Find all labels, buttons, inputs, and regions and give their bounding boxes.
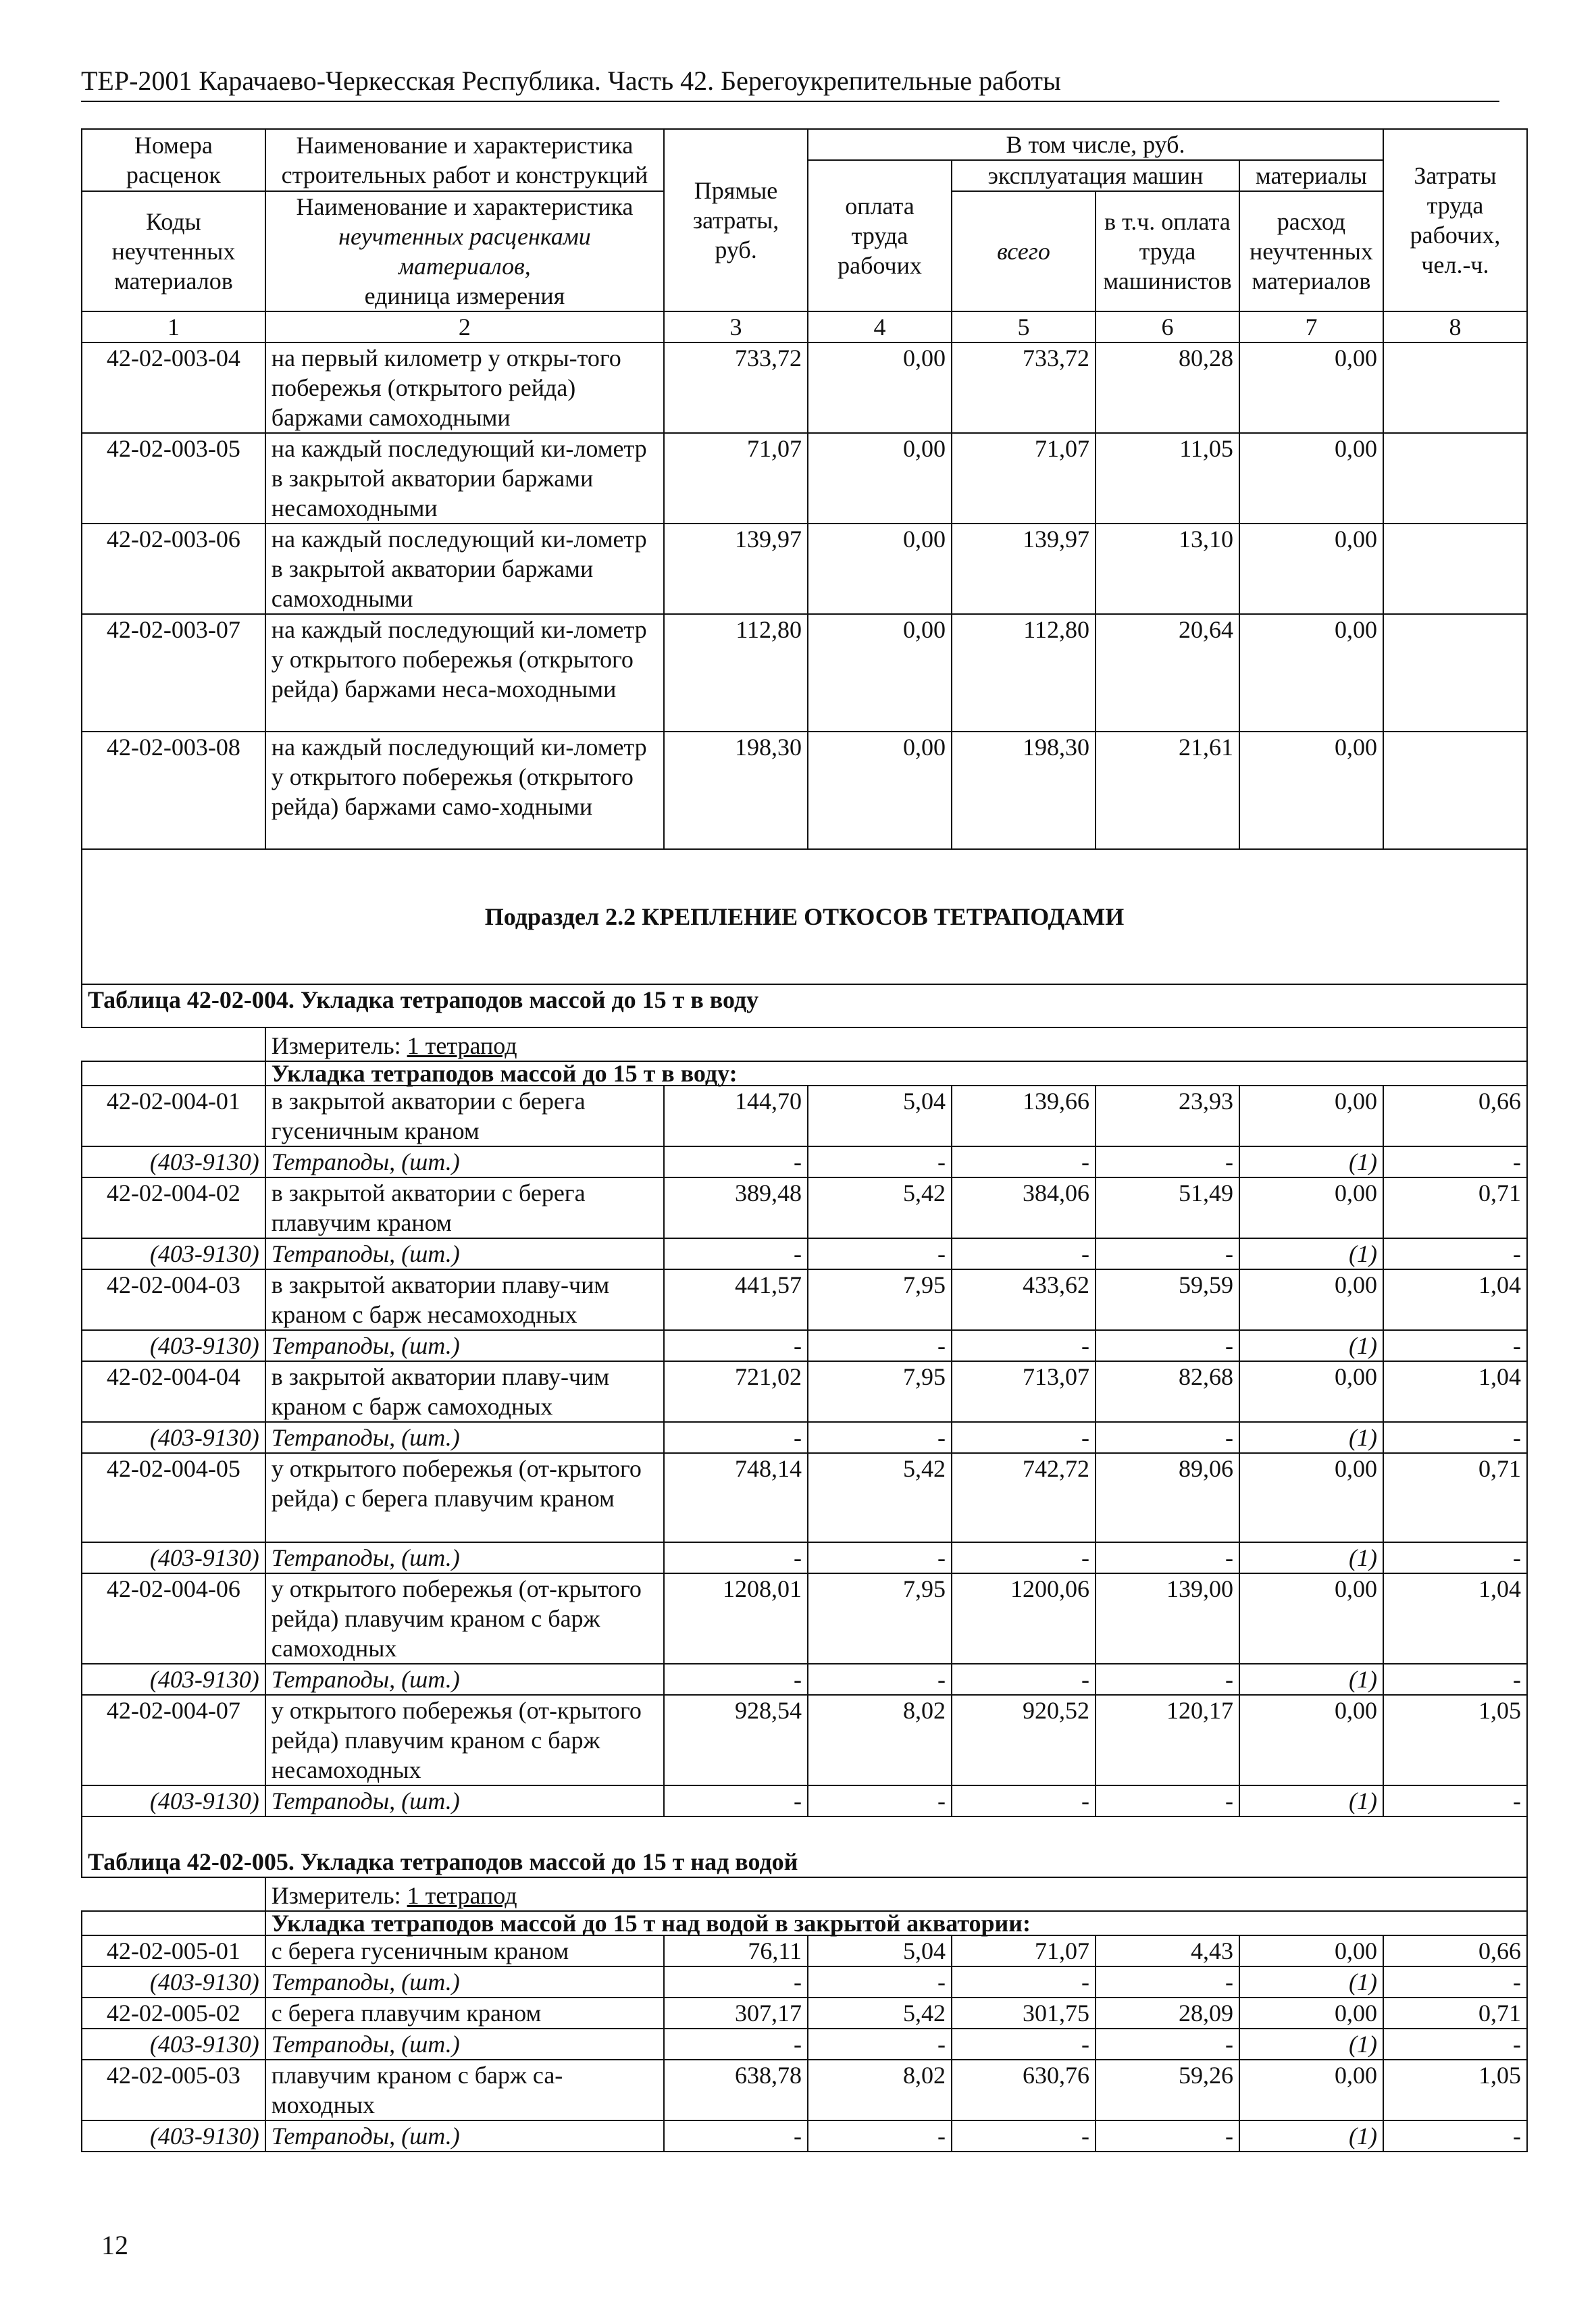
value-v6: 23,93 (1096, 1086, 1239, 1146)
value-v5: 713,07 (952, 1361, 1096, 1422)
col-number: 8 (1383, 311, 1527, 342)
value-v4: 8,02 (808, 1695, 952, 1785)
col-number: 4 (808, 311, 952, 342)
header-including: В том числе, руб. (808, 129, 1383, 160)
value-v4: 5,42 (808, 1998, 952, 2029)
material-quantity: (1) (1239, 1542, 1383, 1573)
col-number: 7 (1239, 311, 1383, 342)
value-v4: 5,04 (808, 1086, 952, 1146)
material-code: (403-9130) (82, 1785, 265, 1816)
material-row (82, 1422, 1527, 1453)
value-v7: 0,00 (1239, 342, 1383, 433)
empty-dash: - (1383, 1542, 1527, 1573)
table-caption: Таблица 42-02-005. Укладка тетраподов массой до 15 т над водой (82, 1816, 1527, 1877)
rate-description: у открытого побережья (от-крытого рейда) плавучим краном с барж самоходных (265, 1573, 664, 1664)
empty-dash: - (808, 1330, 952, 1361)
value-v7: 0,00 (1239, 614, 1383, 732)
material-code: (403-9130) (82, 1330, 265, 1361)
value-v3: 1208,01 (664, 1573, 808, 1664)
value-v3: 71,07 (664, 433, 808, 524)
rate-description: с берега плавучим краном (265, 1998, 664, 2029)
empty-dash: - (664, 1422, 808, 1453)
empty-dash: - (808, 1542, 952, 1573)
material-quantity: (1) (1239, 1422, 1383, 1453)
value-v6: 4,43 (1096, 1935, 1239, 1966)
value-v7: 0,00 (1239, 1086, 1383, 1146)
value-v7: 0,00 (1239, 1935, 1383, 1966)
rate-code: 42-02-004-07 (82, 1695, 265, 1785)
value-v8: 0,71 (1383, 1998, 1527, 2029)
empty-dash: - (664, 1664, 808, 1695)
spacer-cell (82, 1027, 265, 1061)
value-v5: 433,62 (952, 1269, 1096, 1330)
empty-dash: - (808, 1422, 952, 1453)
header-labor: Затраты труда рабочих, чел.-ч. (1383, 129, 1527, 311)
value-v4: 7,95 (808, 1361, 952, 1422)
material-quantity: (1) (1239, 1785, 1383, 1816)
value-v6: 21,61 (1096, 732, 1239, 849)
value-v6: 28,09 (1096, 1998, 1239, 2029)
value-v3: 139,97 (664, 524, 808, 614)
rate-code: 42-02-004-05 (82, 1453, 265, 1542)
group-title: Укладка тетраподов массой до 15 т над водой в закрытой акватории: (265, 1911, 1527, 1935)
value-v8: 0,66 (1383, 1935, 1527, 1966)
value-v6: 13,10 (1096, 524, 1239, 614)
table-row (82, 2060, 1527, 2120)
value-v6: 82,68 (1096, 1361, 1239, 1422)
rate-description: у открытого побережья (от-крытого рейда) с берега плавучим краном (265, 1453, 664, 1542)
measure-unit: Измеритель: 1 тетрапод (265, 1877, 1527, 1911)
value-v5: 1200,06 (952, 1573, 1096, 1664)
rate-description: в закрытой акватории плаву-чим краном с барж несамоходных (265, 1269, 664, 1330)
empty-dash: - (808, 1664, 952, 1695)
material-code: (403-9130) (82, 1146, 265, 1177)
value-v5: 384,06 (952, 1177, 1096, 1238)
spacer-cell (82, 1061, 265, 1086)
value-v5: 742,72 (952, 1453, 1096, 1542)
table-row (82, 1086, 1527, 1146)
value-v3: 441,57 (664, 1269, 808, 1330)
empty-dash: - (1096, 1422, 1239, 1453)
value-v5: 139,97 (952, 524, 1096, 614)
empty-dash: - (952, 2029, 1096, 2060)
value-v5: 920,52 (952, 1695, 1096, 1785)
empty-dash: - (1096, 1146, 1239, 1177)
material-row (82, 1664, 1527, 1695)
value-v8 (1383, 524, 1527, 614)
header-code-bottom: Коды неучтенных материалов (82, 191, 265, 311)
value-v6: 20,64 (1096, 614, 1239, 732)
rate-code: 42-02-003-05 (82, 433, 265, 524)
header-wage: оплата труда рабочих (808, 160, 952, 311)
value-v8: 1,05 (1383, 2060, 1527, 2120)
rate-code: 42-02-004-04 (82, 1361, 265, 1422)
value-v8 (1383, 433, 1527, 524)
table-row (82, 1695, 1527, 1785)
value-v7: 0,00 (1239, 1573, 1383, 1664)
col-number: 6 (1096, 311, 1239, 342)
value-v3: 198,30 (664, 732, 808, 849)
material-code: (403-9130) (82, 1422, 265, 1453)
empty-dash: - (664, 1966, 808, 1998)
value-v8: 1,05 (1383, 1695, 1527, 1785)
material-quantity: (1) (1239, 2029, 1383, 2060)
material-quantity: (1) (1239, 1330, 1383, 1361)
rate-description: на каждый последующий ки-лометр в закрытой акватории баржами несамоходными (265, 433, 664, 524)
empty-dash: - (952, 1542, 1096, 1573)
rate-code: 42-02-005-03 (82, 2060, 265, 2120)
header-machines: эксплуатация машин (952, 160, 1239, 191)
rate-code: 42-02-003-04 (82, 342, 265, 433)
table-row (82, 732, 1527, 849)
rate-description: в закрытой акватории с берега гусеничным краном (265, 1086, 664, 1146)
rate-description: с берега гусеничным краном (265, 1935, 664, 1966)
rate-description: в закрытой акватории плаву-чим краном с барж самоходных (265, 1361, 664, 1422)
value-v6: 120,17 (1096, 1695, 1239, 1785)
material-quantity: (1) (1239, 1664, 1383, 1695)
empty-dash: - (1096, 2120, 1239, 2152)
empty-dash: - (952, 1966, 1096, 1998)
empty-dash: - (952, 1664, 1096, 1695)
table-row (82, 1177, 1527, 1238)
table-row (82, 614, 1527, 732)
rates-table (81, 128, 1528, 2152)
rate-description: на первый километр у откры-того побережья (открытого рейда) баржами самоходными (265, 342, 664, 433)
value-v5: 630,76 (952, 2060, 1096, 2120)
material-code: (403-9130) (82, 1238, 265, 1269)
empty-dash: - (664, 2120, 808, 2152)
value-v4: 7,95 (808, 1573, 952, 1664)
empty-dash: - (1383, 1966, 1527, 1998)
page-number: 12 (101, 2230, 128, 2260)
value-v3: 76,11 (664, 1935, 808, 1966)
empty-dash: - (1096, 1664, 1239, 1695)
col-number: 2 (265, 311, 664, 342)
value-v5: 139,66 (952, 1086, 1096, 1146)
value-v6: 51,49 (1096, 1177, 1239, 1238)
value-v6: 89,06 (1096, 1453, 1239, 1542)
value-v7: 0,00 (1239, 1269, 1383, 1330)
empty-dash: - (952, 1422, 1096, 1453)
col-number: 3 (664, 311, 808, 342)
value-v3: 748,14 (664, 1453, 808, 1542)
empty-dash: - (1096, 1542, 1239, 1573)
table-row (82, 1935, 1527, 1966)
empty-dash: - (664, 1542, 808, 1573)
value-v4: 8,02 (808, 2060, 952, 2120)
value-v7: 0,00 (1239, 1361, 1383, 1422)
material-row (82, 1785, 1527, 1816)
empty-dash: - (664, 1238, 808, 1269)
value-v5: 71,07 (952, 433, 1096, 524)
table-row (82, 524, 1527, 614)
empty-dash: - (808, 1966, 952, 1998)
empty-dash: - (952, 1330, 1096, 1361)
empty-dash: - (1096, 2029, 1239, 2060)
empty-dash: - (1096, 1238, 1239, 1269)
empty-dash: - (952, 1785, 1096, 1816)
material-name: Тетраподы, (шт.) (265, 1330, 664, 1361)
value-v5: 733,72 (952, 342, 1096, 433)
material-code: (403-9130) (82, 1542, 265, 1573)
header-machinist-wage: в т.ч. оплата труда машинистов (1096, 191, 1239, 311)
rate-description: у открытого побережья (от-крытого рейда) плавучим краном с барж несамоходных (265, 1695, 664, 1785)
material-name: Тетраподы, (шт.) (265, 1146, 664, 1177)
material-row (82, 1238, 1527, 1269)
header-name-bottom: Наименование и характеристика неучтенных расценками материалов, единица измерения (265, 191, 664, 311)
col-number: 5 (952, 311, 1096, 342)
material-quantity: (1) (1239, 2120, 1383, 2152)
value-v4: 5,04 (808, 1935, 952, 1966)
empty-dash: - (808, 2120, 952, 2152)
value-v4: 0,00 (808, 732, 952, 849)
value-v5: 71,07 (952, 1935, 1096, 1966)
empty-dash: - (1383, 1238, 1527, 1269)
value-v4: 0,00 (808, 614, 952, 732)
rate-code: 42-02-003-08 (82, 732, 265, 849)
table-row (82, 1361, 1527, 1422)
value-v5: 198,30 (952, 732, 1096, 849)
material-row (82, 1542, 1527, 1573)
value-v3: 721,02 (664, 1361, 808, 1422)
table-row (82, 433, 1527, 524)
empty-dash: - (1383, 1785, 1527, 1816)
rate-code: 42-02-004-01 (82, 1086, 265, 1146)
value-v6: 59,59 (1096, 1269, 1239, 1330)
header-machines-total: всего (952, 191, 1096, 311)
value-v8: 1,04 (1383, 1269, 1527, 1330)
material-name: Тетраподы, (шт.) (265, 1664, 664, 1695)
empty-dash: - (1096, 1330, 1239, 1361)
material-quantity: (1) (1239, 1238, 1383, 1269)
material-row (82, 2120, 1527, 2152)
value-v8: 0,66 (1383, 1086, 1527, 1146)
header-material-consumption: расход неучтенных материалов (1239, 191, 1383, 311)
empty-dash: - (808, 2029, 952, 2060)
value-v6: 139,00 (1096, 1573, 1239, 1664)
rate-code: 42-02-003-07 (82, 614, 265, 732)
group-title: Укладка тетраподов массой до 15 т в воду: (265, 1061, 1527, 1086)
spacer-cell (82, 1877, 265, 1911)
rate-code: 42-02-003-06 (82, 524, 265, 614)
value-v3: 307,17 (664, 1998, 808, 2029)
material-row (82, 2029, 1527, 2060)
material-name: Тетраподы, (шт.) (265, 1238, 664, 1269)
material-name: Тетраподы, (шт.) (265, 1542, 664, 1573)
table-caption: Таблица 42-02-004. Укладка тетраподов массой до 15 т в воду (82, 984, 1527, 1027)
table-row (82, 1453, 1527, 1542)
value-v8: 1,04 (1383, 1573, 1527, 1664)
material-code: (403-9130) (82, 1664, 265, 1695)
value-v7: 0,00 (1239, 524, 1383, 614)
value-v8 (1383, 614, 1527, 732)
spacer-cell (82, 1911, 265, 1935)
header-materials: материалы (1239, 160, 1383, 191)
empty-dash: - (808, 1146, 952, 1177)
rate-code: 42-02-004-03 (82, 1269, 265, 1330)
value-v6: 59,26 (1096, 2060, 1239, 2120)
value-v7: 0,00 (1239, 1695, 1383, 1785)
value-v8 (1383, 732, 1527, 849)
empty-dash: - (1096, 1966, 1239, 1998)
rate-code: 42-02-005-02 (82, 1998, 265, 2029)
material-code: (403-9130) (82, 1966, 265, 1998)
value-v4: 5,42 (808, 1177, 952, 1238)
material-name: Тетраподы, (шт.) (265, 1785, 664, 1816)
col-number: 1 (82, 311, 265, 342)
empty-dash: - (1383, 1330, 1527, 1361)
value-v8: 1,04 (1383, 1361, 1527, 1422)
empty-dash: - (952, 2120, 1096, 2152)
empty-dash: - (664, 1330, 808, 1361)
value-v3: 389,48 (664, 1177, 808, 1238)
rate-code: 42-02-004-02 (82, 1177, 265, 1238)
empty-dash: - (952, 1146, 1096, 1177)
value-v4: 7,95 (808, 1269, 952, 1330)
value-v8: 0,71 (1383, 1453, 1527, 1542)
empty-dash: - (1096, 1785, 1239, 1816)
material-name: Тетраподы, (шт.) (265, 2120, 664, 2152)
value-v7: 0,00 (1239, 1998, 1383, 2029)
value-v7: 0,00 (1239, 732, 1383, 849)
empty-dash: - (1383, 1422, 1527, 1453)
value-v3: 638,78 (664, 2060, 808, 2120)
value-v7: 0,00 (1239, 2060, 1383, 2120)
value-v3: 928,54 (664, 1695, 808, 1785)
header-direct-costs: Прямые затраты, руб. (664, 129, 808, 311)
empty-dash: - (808, 1785, 952, 1816)
material-name: Тетраподы, (шт.) (265, 1422, 664, 1453)
header-code-top: Номера расценок (82, 129, 265, 191)
table-row (82, 1998, 1527, 2029)
table-row (82, 342, 1527, 433)
material-code: (403-9130) (82, 2120, 265, 2152)
value-v8: 0,71 (1383, 1177, 1527, 1238)
material-name: Тетраподы, (шт.) (265, 2029, 664, 2060)
value-v6: 11,05 (1096, 433, 1239, 524)
empty-dash: - (952, 1238, 1096, 1269)
empty-dash: - (1383, 2029, 1527, 2060)
empty-dash: - (808, 1238, 952, 1269)
table-row (82, 1269, 1527, 1330)
header-name-top: Наименование и характеристика строительных работ и конструкций (265, 129, 664, 191)
material-row (82, 1330, 1527, 1361)
value-v3: 144,70 (664, 1086, 808, 1146)
empty-dash: - (1383, 1664, 1527, 1695)
material-row (82, 1146, 1527, 1177)
material-quantity: (1) (1239, 1966, 1383, 1998)
empty-dash: - (1383, 2120, 1527, 2152)
value-v8 (1383, 342, 1527, 433)
rate-description: на каждый последующий ки-лометр у открытого побережья (открытого рейда) баржами неса-моходными (265, 614, 664, 732)
rate-code: 42-02-004-06 (82, 1573, 265, 1664)
value-v5: 301,75 (952, 1998, 1096, 2029)
material-code: (403-9130) (82, 2029, 265, 2060)
empty-dash: - (664, 1146, 808, 1177)
rate-description: в закрытой акватории с берега плавучим краном (265, 1177, 664, 1238)
value-v4: 5,42 (808, 1453, 952, 1542)
empty-dash: - (664, 2029, 808, 2060)
value-v4: 0,00 (808, 524, 952, 614)
empty-dash: - (664, 1785, 808, 1816)
material-quantity: (1) (1239, 1146, 1383, 1177)
material-name: Тетраподы, (шт.) (265, 1966, 664, 1998)
rate-description: на каждый последующий ки-лометр в закрытой акватории баржами самоходными (265, 524, 664, 614)
subsection-title: Подраздел 2.2 КРЕПЛЕНИЕ ОТКОСОВ ТЕТРАПОДАМИ (82, 849, 1527, 984)
rate-description: плавучим краном с барж са-моходных (265, 2060, 664, 2120)
value-v4: 0,00 (808, 433, 952, 524)
page-header: ТЕР-2001 Карачаево-Черкесская Республика. Часть 42. Берегоукрепительные работы (81, 65, 1499, 102)
value-v6: 80,28 (1096, 342, 1239, 433)
rate-description: на каждый последующий ки-лометр у открытого побережья (открытого рейда) баржами само-ходными (265, 732, 664, 849)
value-v3: 112,80 (664, 614, 808, 732)
rate-code: 42-02-005-01 (82, 1935, 265, 1966)
value-v4: 0,00 (808, 342, 952, 433)
table-row (82, 1573, 1527, 1664)
value-v3: 733,72 (664, 342, 808, 433)
measure-unit: Измеритель: 1 тетрапод (265, 1027, 1527, 1061)
value-v7: 0,00 (1239, 1453, 1383, 1542)
empty-dash: - (1383, 1146, 1527, 1177)
value-v7: 0,00 (1239, 433, 1383, 524)
value-v7: 0,00 (1239, 1177, 1383, 1238)
value-v5: 112,80 (952, 614, 1096, 732)
material-row (82, 1966, 1527, 1998)
